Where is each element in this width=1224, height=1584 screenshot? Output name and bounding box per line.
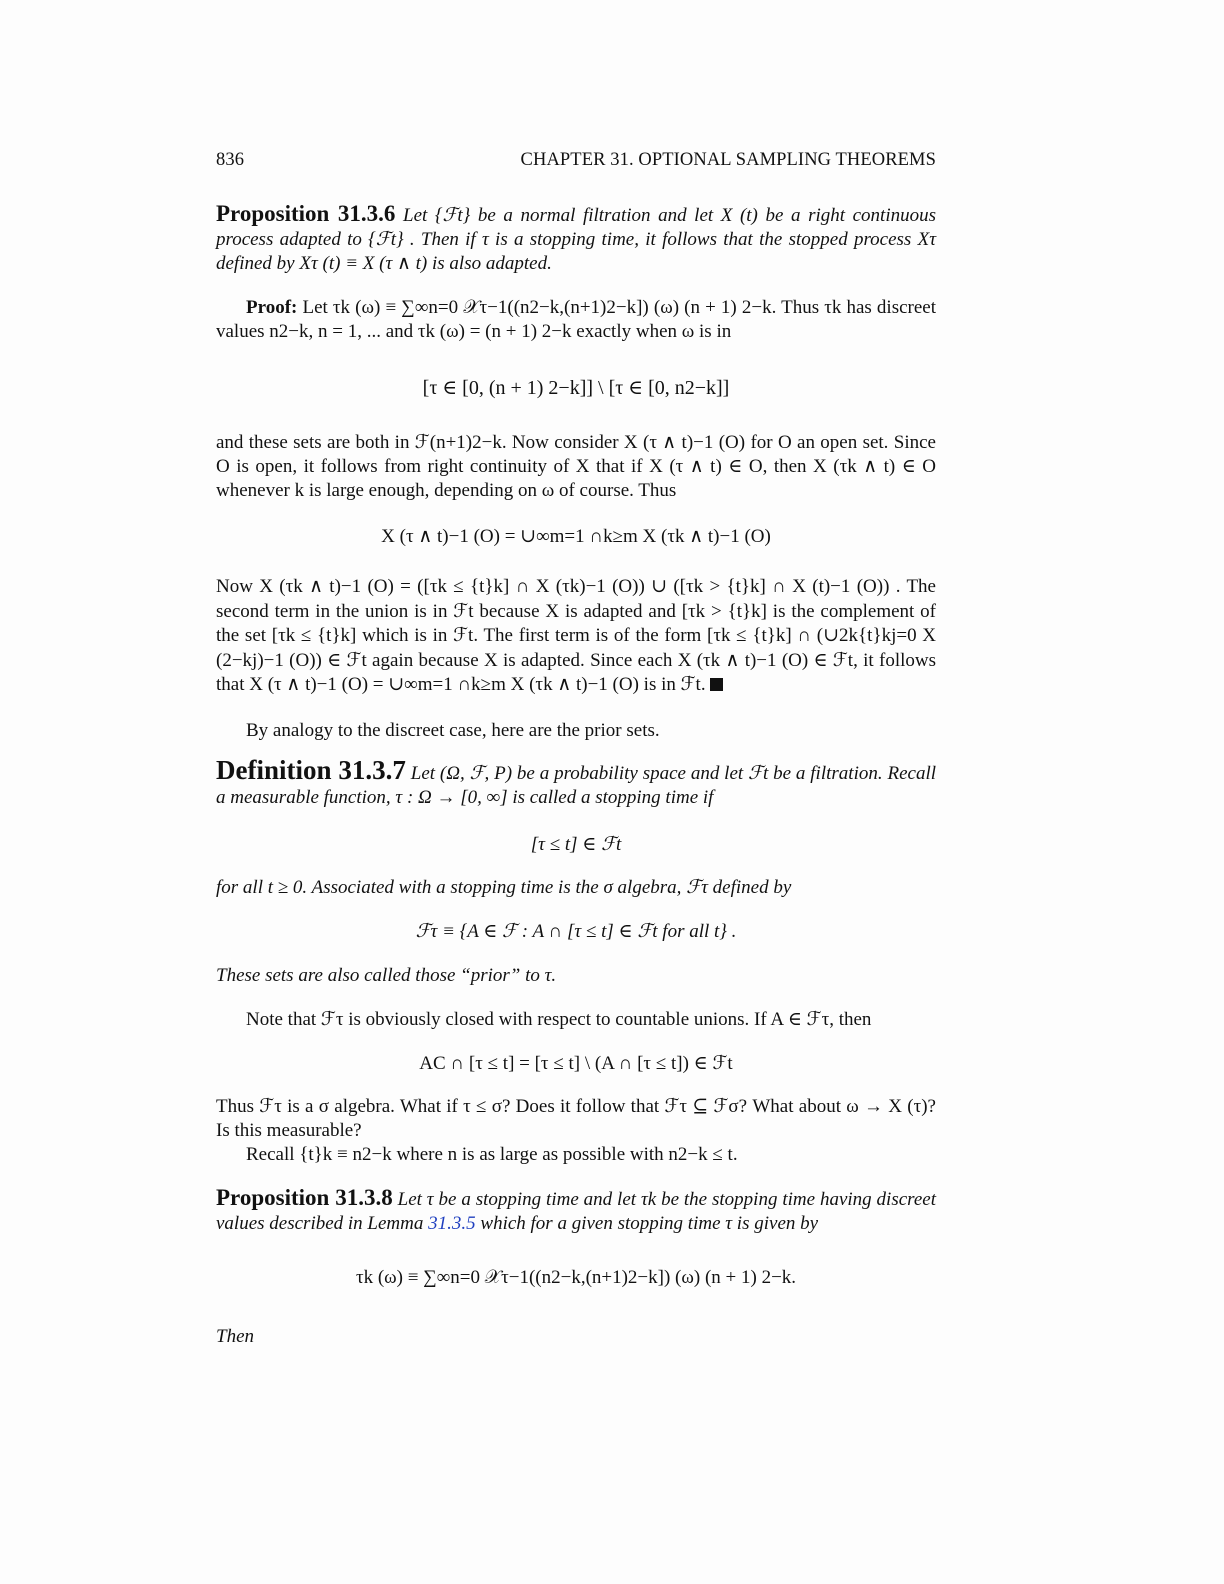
proposition-statement-a: Let τ be a stopping time and let τk be the stopping time having discreet values described in Lemma: [216, 1189, 936, 1234]
definition-31-3-7: [216, 755, 936, 810]
note-paragraph-2: Thus ℱτ is a σ algebra. What if τ ≤ σ? Does it follow that ℱτ ⊆ ℱσ? What about ω → X (τ)? Is this measurable?: [216, 1096, 936, 1141]
proof-paragraph-1: [216, 296, 936, 344]
proposition-31-3-6: [216, 202, 936, 276]
proposition-label: Proposition 31.3.6: [216, 201, 396, 226]
equation-tau-k-definition: τk (ω) ≡ ∑∞n=0 𝒳τ−1((n2−k,(n+1)2−k]) (ω) (n + 1) 2−k.: [355, 1267, 797, 1288]
proof-paragraph-3-text: Now X (τk ∧ t)−1 (O) = ([τk ≤ {t}k] ∩ X (τk)−1 (O)) ∪ ([τk > {t}k] ∩ X (t)−1 (O)) . The second term in the union is in ℱt because X is adapted and [τk > {t}k] is the complement of the set [τk ≤ {t}k] which is in ℱt. The first term is of the form [τk ≤ {t}k] ∩ (∪2k{t}kj=0 X (2−kj)−1 (O)) ∈ ℱt again because X is adapted. Since each X (τk ∧ t)−1 (O) ∈ ℱt, it follows that X (τ ∧ t)−1 (O) = ∪∞m=1 ∩k≥m X (τk ∧ t)−1 (O) is in ℱt.: [216, 576, 936, 695]
equation-prior-sigma-algebra: ℱτ ≡ {A ∈ ℱ : A ∩ [τ ≤ t] ∈ ℱt for all t} .: [415, 921, 737, 942]
proposition-statement: Let {ℱt} be a normal filtration and let X (t) be a right continuous process adapted to {ℱt} . Then if τ is a stopping time, it follows that the stopped process Xτ defined by Xτ (t) ≡ X (τ ∧ t) is also adapted.: [216, 205, 936, 274]
equation-complement: AC ∩ [τ ≤ t] = [τ ≤ t] \ (A ∩ [τ ≤ t]) ∈ ℱt: [419, 1053, 733, 1074]
proposition-31-3-8: [216, 1186, 936, 1236]
definition-line-3: These sets are also called those “prior” to τ.: [216, 965, 557, 986]
page-number: 836: [216, 150, 245, 170]
equation-preimage-union: X (τ ∧ t)−1 (O) = ∪∞m=1 ∩k≥m X (τk ∧ t)−1 (O): [381, 526, 771, 547]
proposition-label: Proposition 31.3.8: [216, 1185, 393, 1210]
definition-statement: Let (Ω, ℱ, P) be a probability space and let ℱt be a filtration. Recall a measurable function, τ : Ω → [0, ∞] is called a stopping time if: [216, 763, 936, 808]
proof-paragraph-3: [216, 575, 936, 698]
then-line: Then: [216, 1326, 254, 1347]
definition-line-2: for all t ≥ 0. Associated with a stopping time is the σ algebra, ℱτ defined by: [216, 877, 792, 898]
qed-square-icon: [710, 678, 723, 691]
proof-paragraph-2: and these sets are both in ℱ(n+1)2−k. Now consider X (τ ∧ t)−1 (O) for O an open set. Since O is open, it follows from right continuity of X that if X (τ ∧ t) ∈ O, then X (τk ∧ t) ∈ O whenever k is large enough, depending on ω of course. Thus: [216, 432, 936, 501]
equation-stopping-time-condition: [τ ≤ t] ∈ ℱt: [530, 834, 622, 855]
lemma-reference-link[interactable]: 31.3.5: [428, 1213, 476, 1234]
proof-label: Proof:: [246, 297, 298, 318]
equation-tau-set-difference: [τ ∈ [0, (n + 1) 2−k]] \ [τ ∈ [0, n2−k]]: [422, 377, 730, 399]
note-paragraph-1: Note that ℱτ is obviously closed with respect to countable unions. If A ∈ ℱτ, then: [246, 1009, 872, 1030]
running-header: [216, 150, 936, 176]
proposition-statement-b: which for a given stopping time τ is given by: [480, 1213, 819, 1234]
proof-paragraph-4: By analogy to the discreet case, here are the prior sets.: [246, 720, 660, 741]
proof-line-1: Let τk (ω) ≡ ∑∞n=0 𝒳τ−1((n2−k,(n+1)2−k]) (ω) (n + 1) 2−k. Thus τk has discreet values n2−k, n = 1, ... and τk (ω) = (n + 1) 2−k exactly when ω is in: [216, 297, 936, 342]
running-title: CHAPTER 31. OPTIONAL SAMPLING THEOREMS: [520, 150, 936, 170]
definition-label: Definition 31.3.7: [216, 755, 406, 785]
note-paragraph-3: Recall {t}k ≡ n2−k where n is as large as possible with n2−k ≤ t.: [246, 1144, 738, 1165]
